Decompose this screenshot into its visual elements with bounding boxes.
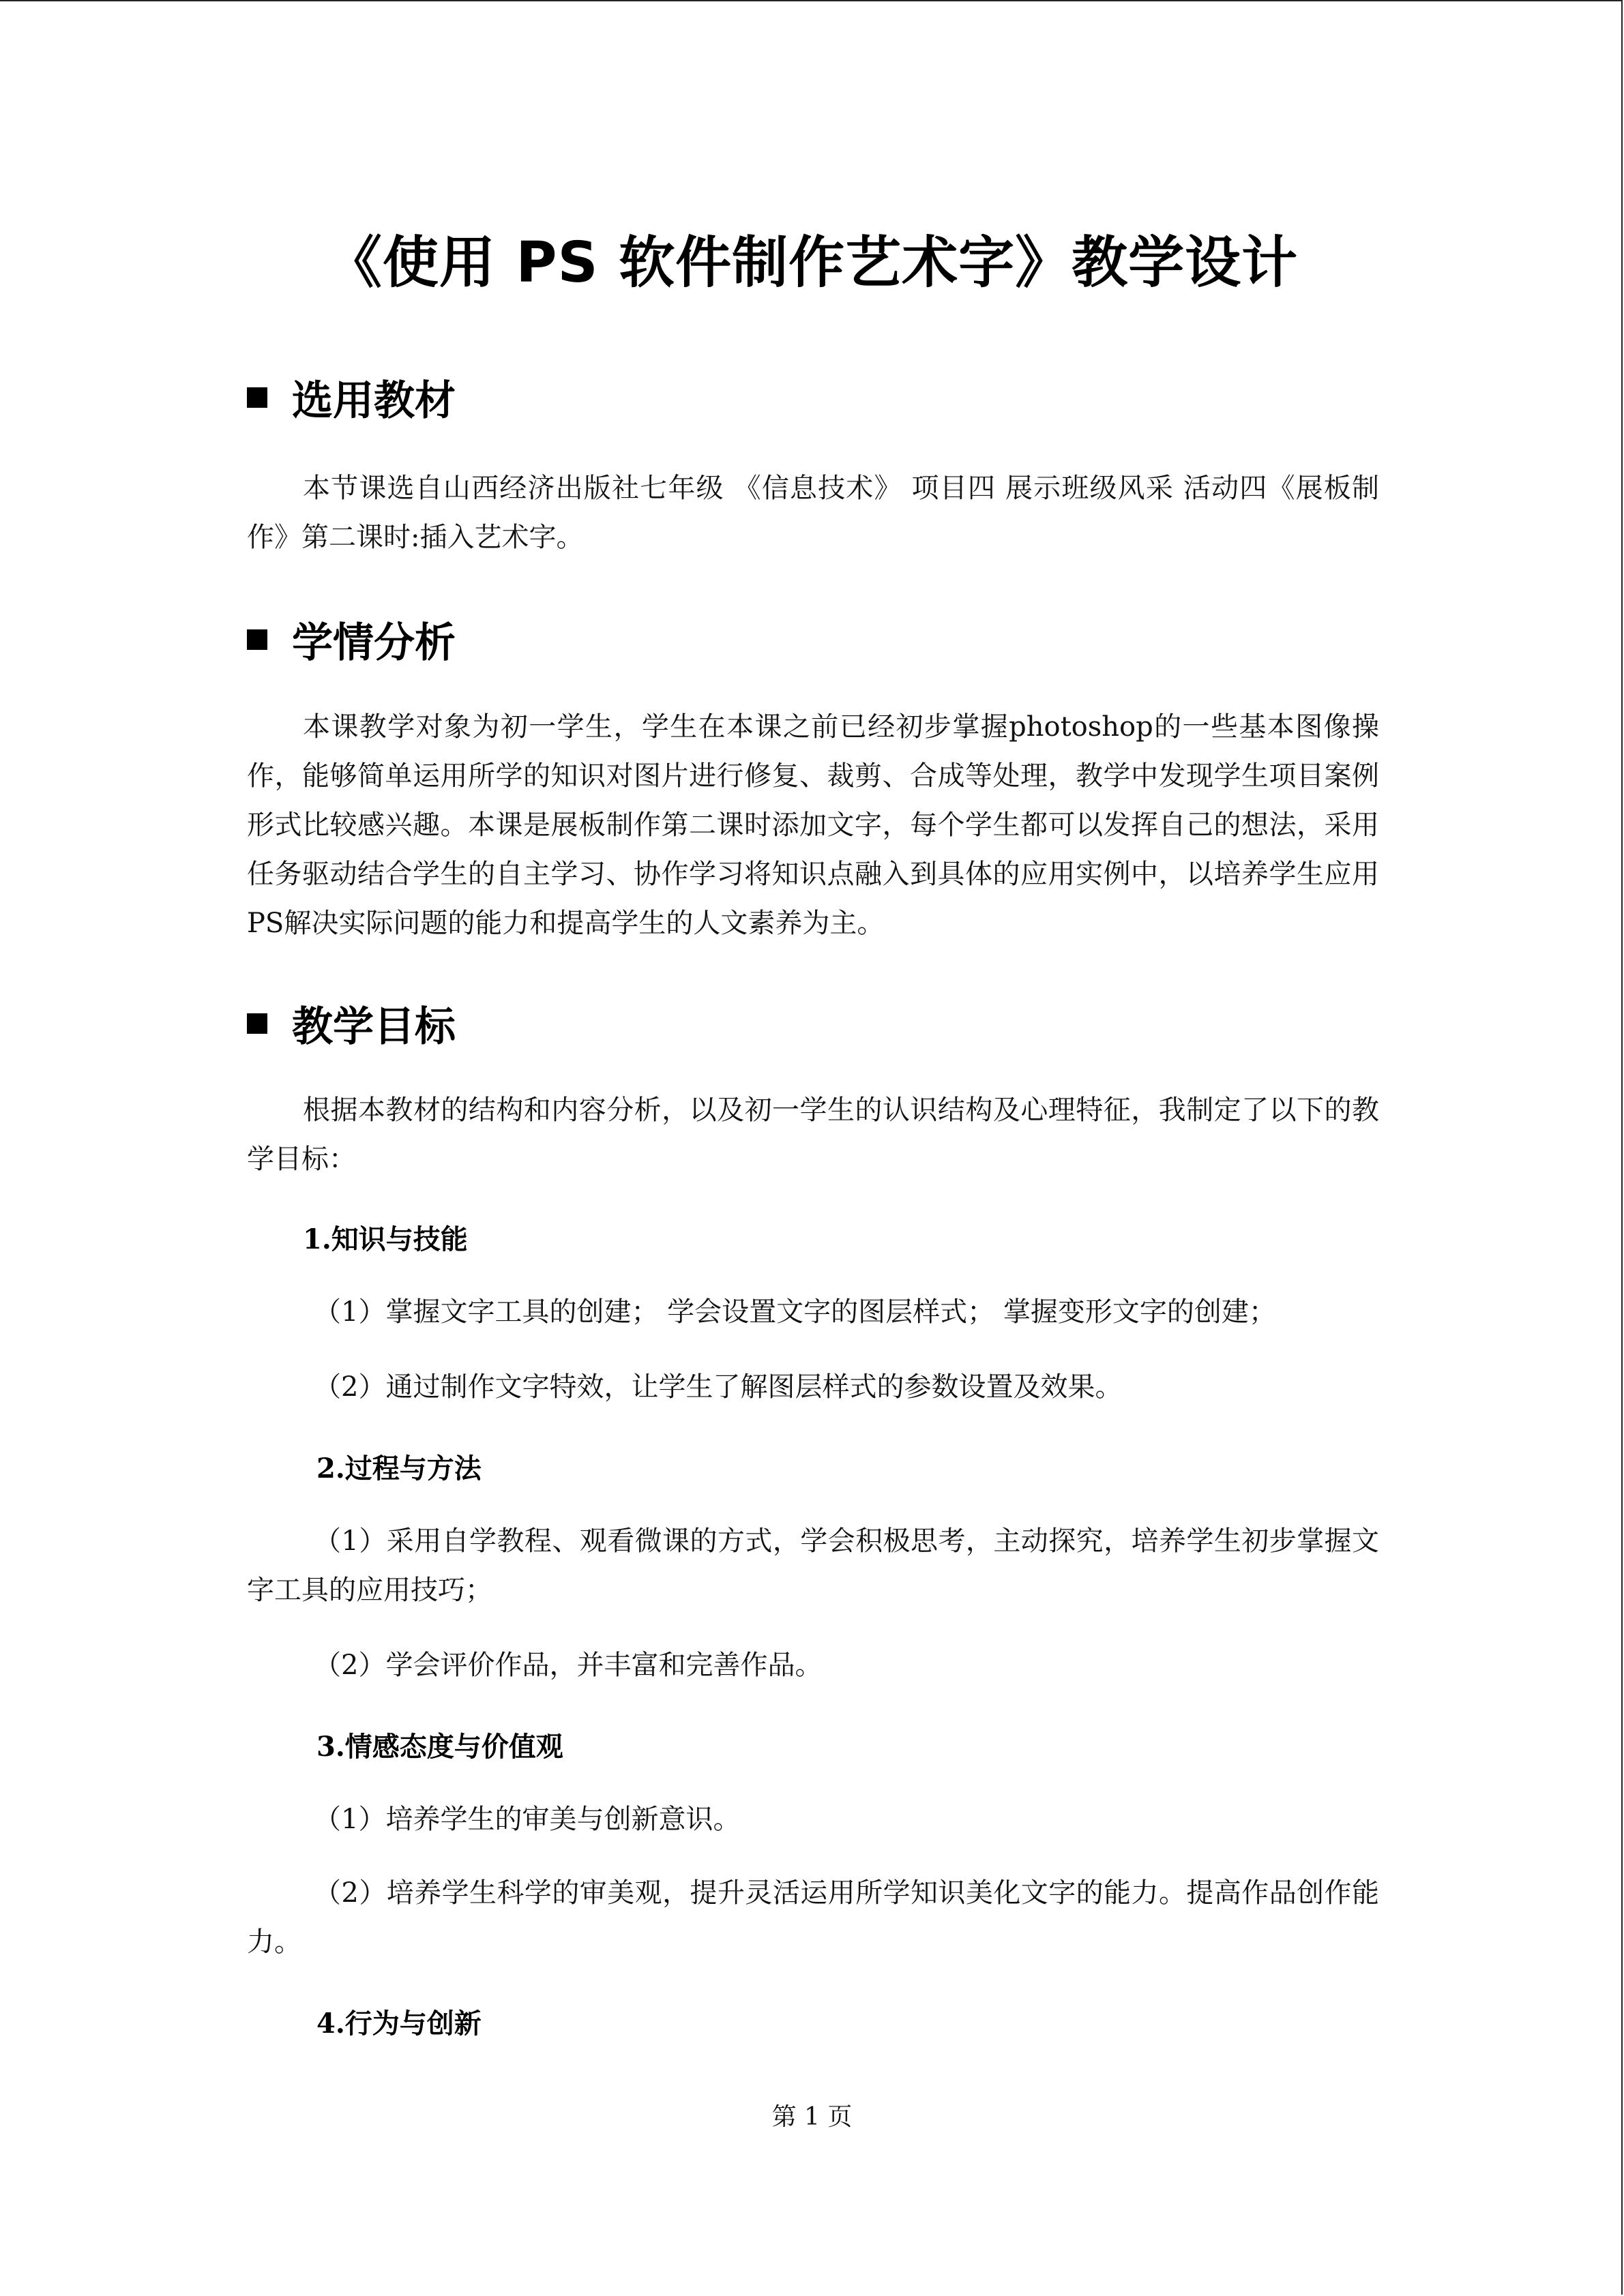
section-heading-text: 选用教材 bbox=[292, 377, 456, 425]
objective-item: （2）培养学生科学的审美观，提升灵活运用所学知识美化文字的能力。提高作品创作能力。 bbox=[247, 1877, 1379, 1958]
square-bullet-icon bbox=[247, 629, 267, 650]
objective-group-title: 3.情感态度与价值观 bbox=[316, 1731, 563, 1763]
section-heading-objectives bbox=[247, 994, 456, 1053]
objective-item: （1）采用自学教程、观看微课的方式，学会积极思考，主动探究，培养学生初步掌握文字工具的应用技巧； bbox=[247, 1525, 1379, 1606]
objective-group-title: 2.过程与方法 bbox=[316, 1452, 482, 1485]
objective-item: （2）通过制作文字特效，让学生了解图层样式的参数设置及效果。 bbox=[314, 1371, 1123, 1403]
document-title: 《使用 PS 软件制作艺术字》教学设计 bbox=[325, 230, 1299, 295]
materials-paragraph: 本节课选自山西经济出版社七年级 《信息技术》 项目四 展示班级风采 活动四《展板制作》第二课时:插入艺术字。 bbox=[247, 473, 1379, 553]
section-heading-materials bbox=[247, 368, 456, 427]
objective-item: （2）学会评价作品，并丰富和完善作品。 bbox=[314, 1650, 823, 1681]
objectives-intro: 根据本教材的结构和内容分析，以及初一学生的认识结构及心理特征，我制定了以下的教学目标： bbox=[247, 1094, 1379, 1175]
page-number: 第 1 页 bbox=[771, 2103, 853, 2131]
objective-group-title: 1.知识与技能 bbox=[303, 1223, 468, 1255]
section-heading-text: 教学目标 bbox=[292, 1003, 456, 1051]
square-bullet-icon bbox=[247, 387, 267, 408]
objective-group-title: 4.行为与创新 bbox=[316, 2008, 482, 2040]
section-heading-analysis bbox=[247, 610, 456, 669]
objective-item: （1）培养学生的审美与创新意识。 bbox=[314, 1804, 741, 1835]
analysis-paragraph: 本课教学对象为初一学生，学生在本课之前已经初步掌握photoshop的一些基本图像操作，能够简单运用所学的知识对图片进行修复、裁剪、合成等处理，教学中发现学生项目案例形式比较感兴趣。本课是展板制作第二课时添加文字，每个学生都可以发挥自己的想法，采用任务驱动结合学生的自主学习、协作学习将知识点融入到具体的应用实例中，以培养学生应用PS解决实际问题的能力和提高学生的人文素养为主。 bbox=[247, 711, 1379, 939]
square-bullet-icon bbox=[247, 1013, 267, 1034]
objective-item: （1）掌握文字工具的创建； 学会设置文字的图层样式； 掌握变形文字的创建； bbox=[314, 1296, 1276, 1328]
section-heading-text: 学情分析 bbox=[292, 619, 456, 667]
